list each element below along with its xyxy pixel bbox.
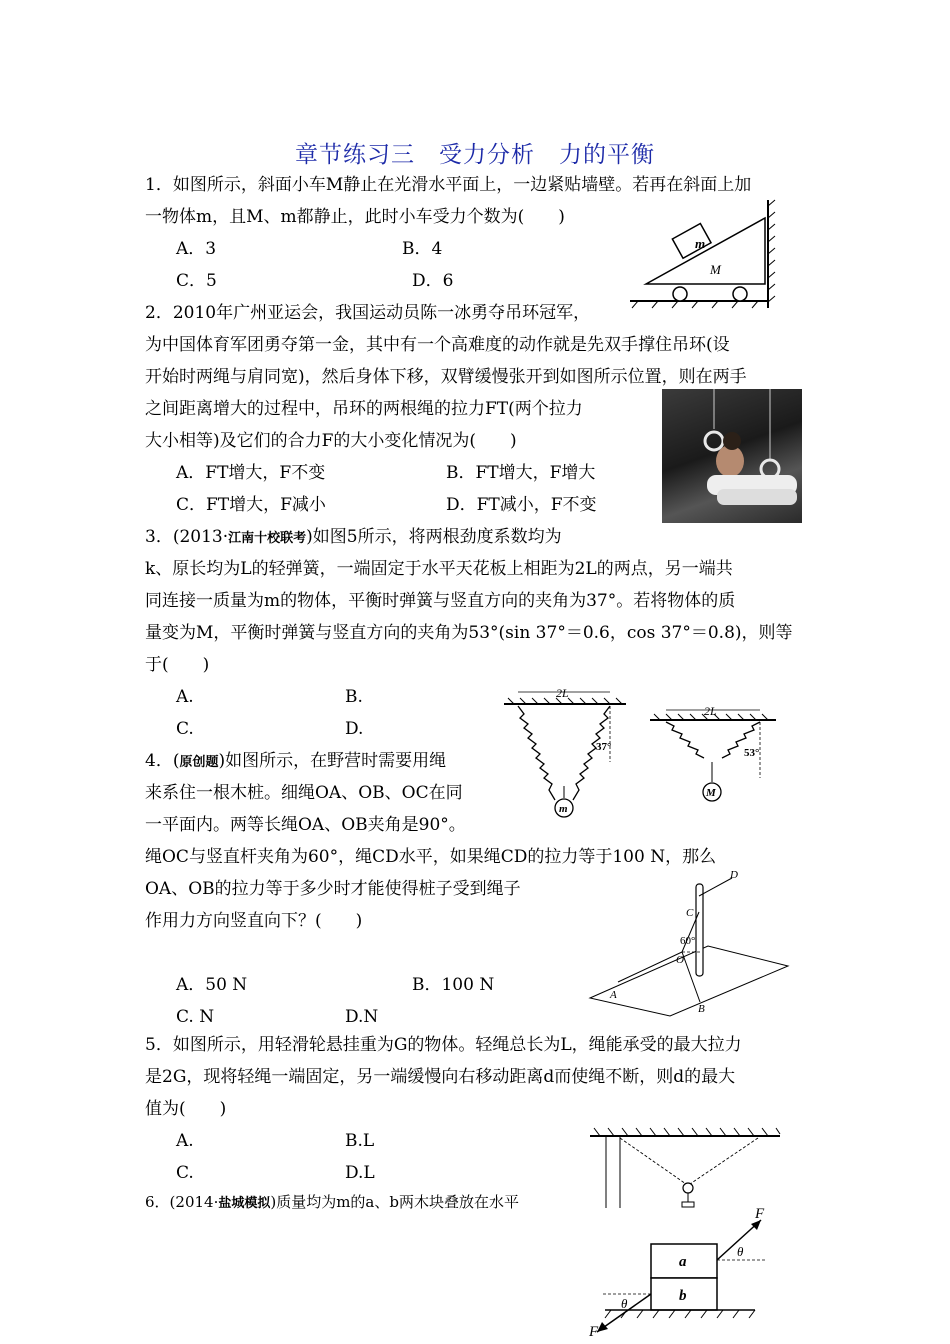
q4-option-c: C. N xyxy=(176,1007,215,1027)
fig-label-A: A xyxy=(610,989,617,1001)
q2-line1: 2．2010年广州亚运会，我国运动员陈一冰勇夺吊环冠军， xyxy=(145,303,591,323)
q1-line2: 一物体m，且M、m都静止，此时小车受力个数为( ) xyxy=(145,207,565,227)
fig-angle-theta-top: θ xyxy=(737,1244,744,1259)
q1-option-d: D．6 xyxy=(412,271,454,291)
q4-line6: 作用力方向竖直向下？( ) xyxy=(145,911,363,931)
q5-option-c: C. xyxy=(176,1163,194,1183)
fig-label-F-prime: F′ xyxy=(589,1324,602,1340)
q6-prefix: 6．(2014· xyxy=(145,1193,219,1211)
fig-label-a: a xyxy=(679,1254,687,1270)
fig-mass-M: M xyxy=(706,787,716,799)
q1-line1: 1．如图所示，斜面小车M静止在光滑水平面上，一边紧贴墙壁。若再在斜面上加 xyxy=(145,175,752,195)
q6-line1 xyxy=(145,1192,519,1214)
q3-line5: 于( ) xyxy=(145,655,210,675)
q3-line4: 量变为M，平衡时弹簧与竖直方向的夹角为53°(sin 37°＝0.6，cos 37°＝0.8)，则等 xyxy=(145,623,793,643)
q3-option-b: B. xyxy=(345,687,363,707)
fig-label-B: B xyxy=(698,1003,705,1015)
q2-option-a: A．FT增大，F不变 xyxy=(176,463,326,483)
q4-line5: OA、OB的拉力等于多少时才能使得桩子受到绳子 xyxy=(145,879,521,899)
q6-source: 盐城模拟 xyxy=(218,1196,271,1211)
q3-line1 xyxy=(145,527,562,549)
q3-option-a: A. xyxy=(176,687,194,707)
q4-prefix: 4．( xyxy=(145,751,180,771)
stake-ropes-figure xyxy=(588,866,798,1026)
q5-line2: 是2G，现将轻绳一端固定，另一端缓慢向右移动距离d而使绳不断，则d的最大 xyxy=(145,1067,736,1087)
q4-line1 xyxy=(145,751,446,773)
q5-option-b: B.L xyxy=(345,1131,375,1151)
q1-option-a: A．3 xyxy=(176,239,217,259)
q2-line4: 之间距离增大的过程中，吊环的两根绳的拉力FT(两个拉力 xyxy=(145,399,583,419)
q3-line1-text: )如图5所示，将两根劲度系数均为 xyxy=(306,527,562,547)
q2-option-c: C．FT增大，F减小 xyxy=(176,495,326,515)
q3-option-d: D. xyxy=(345,719,364,739)
q4-option-b: B．100 N xyxy=(412,975,495,995)
q3-line2: k、原长均为L的轻弹簧，一端固定于水平天花板上相距为2L的两点，另一端共 xyxy=(145,559,733,579)
q2-line5: 大小相等)及它们的合力F的大小变化情况为( ) xyxy=(145,431,517,451)
q3-source: 江南十校联考 xyxy=(228,531,307,546)
fig-label-C: C xyxy=(686,907,694,919)
springs-figure xyxy=(500,686,785,822)
q5-option-a: A. xyxy=(176,1131,194,1151)
fig-label-F: F xyxy=(755,1206,765,1222)
fig-label-D: D xyxy=(730,869,738,881)
fig-angle-53: 53° xyxy=(744,747,760,759)
q3-line3: 同连接一质量为m的物体，平衡时弹簧与竖直方向的夹角为37°。若将物体的质 xyxy=(145,591,736,611)
q2-option-b: B．FT增大，F增大 xyxy=(446,463,596,483)
fig-angle-theta-bottom: θ xyxy=(621,1296,628,1311)
q3-prefix: 3．(2013· xyxy=(145,527,229,547)
q4-option-a: A．50 N xyxy=(176,975,248,995)
q4-source: 原创题 xyxy=(179,755,219,770)
fig-mass-m: m xyxy=(559,803,568,815)
fig-angle-37: 37° xyxy=(596,741,612,753)
pulley-figure xyxy=(588,1118,783,1210)
fig-label-M: M xyxy=(710,262,721,277)
incline-cart-figure xyxy=(628,198,783,312)
fig-label-b: b xyxy=(679,1288,687,1304)
q4-line3: 一平面内。两等长绳OA、OB夹角是90°。 xyxy=(145,815,466,835)
q2-line2: 为中国体育军团勇夺第一金，其中有一个高难度的动作就是先双手撑住吊环(设 xyxy=(145,335,730,355)
fig-angle-60: 60° xyxy=(680,935,696,947)
q4-line2: 来系住一根木桩。细绳OA、OB、OC在同 xyxy=(145,783,463,803)
fig-label-O: O xyxy=(676,954,684,966)
q1-option-c: C．5 xyxy=(176,271,217,291)
q1-option-b: B．4 xyxy=(402,239,443,259)
q4-line4: 绳OC与竖直杆夹角为60°，绳CD水平，如果绳CD的拉力等于100 N，那么 xyxy=(145,847,717,867)
fig-label-2L-right: 2L xyxy=(704,704,717,718)
q2-option-d: D．FT减小，F不变 xyxy=(446,495,597,515)
gymnast-rings-photo xyxy=(662,389,802,523)
q6-line1-text: )质量均为m的a、b两木块叠放在水平 xyxy=(270,1193,519,1211)
fig-label-m: m xyxy=(695,236,706,251)
stacked-blocks-figure xyxy=(585,1202,785,1344)
q2-line3: 开始时两绳与肩同宽)，然后身体下移，双臂缓慢张开到如图所示位置，则在两手 xyxy=(145,367,747,387)
q4-line1-text: )如图所示，在野营时需要用绳 xyxy=(218,751,447,771)
q5-line3: 值为( ) xyxy=(145,1099,227,1119)
fig-label-2L-left: 2L xyxy=(556,686,569,700)
page-title: 章节练习三 受力分析 力的平衡 xyxy=(295,142,655,168)
q5-option-d: D.L xyxy=(345,1163,375,1183)
q5-line1: 5．如图所示，用轻滑轮悬挂重为G的物体。轻绳总长为L，绳能承受的最大拉力 xyxy=(145,1035,742,1055)
q4-option-d: D.N xyxy=(345,1007,379,1027)
q3-option-c: C. xyxy=(176,719,194,739)
